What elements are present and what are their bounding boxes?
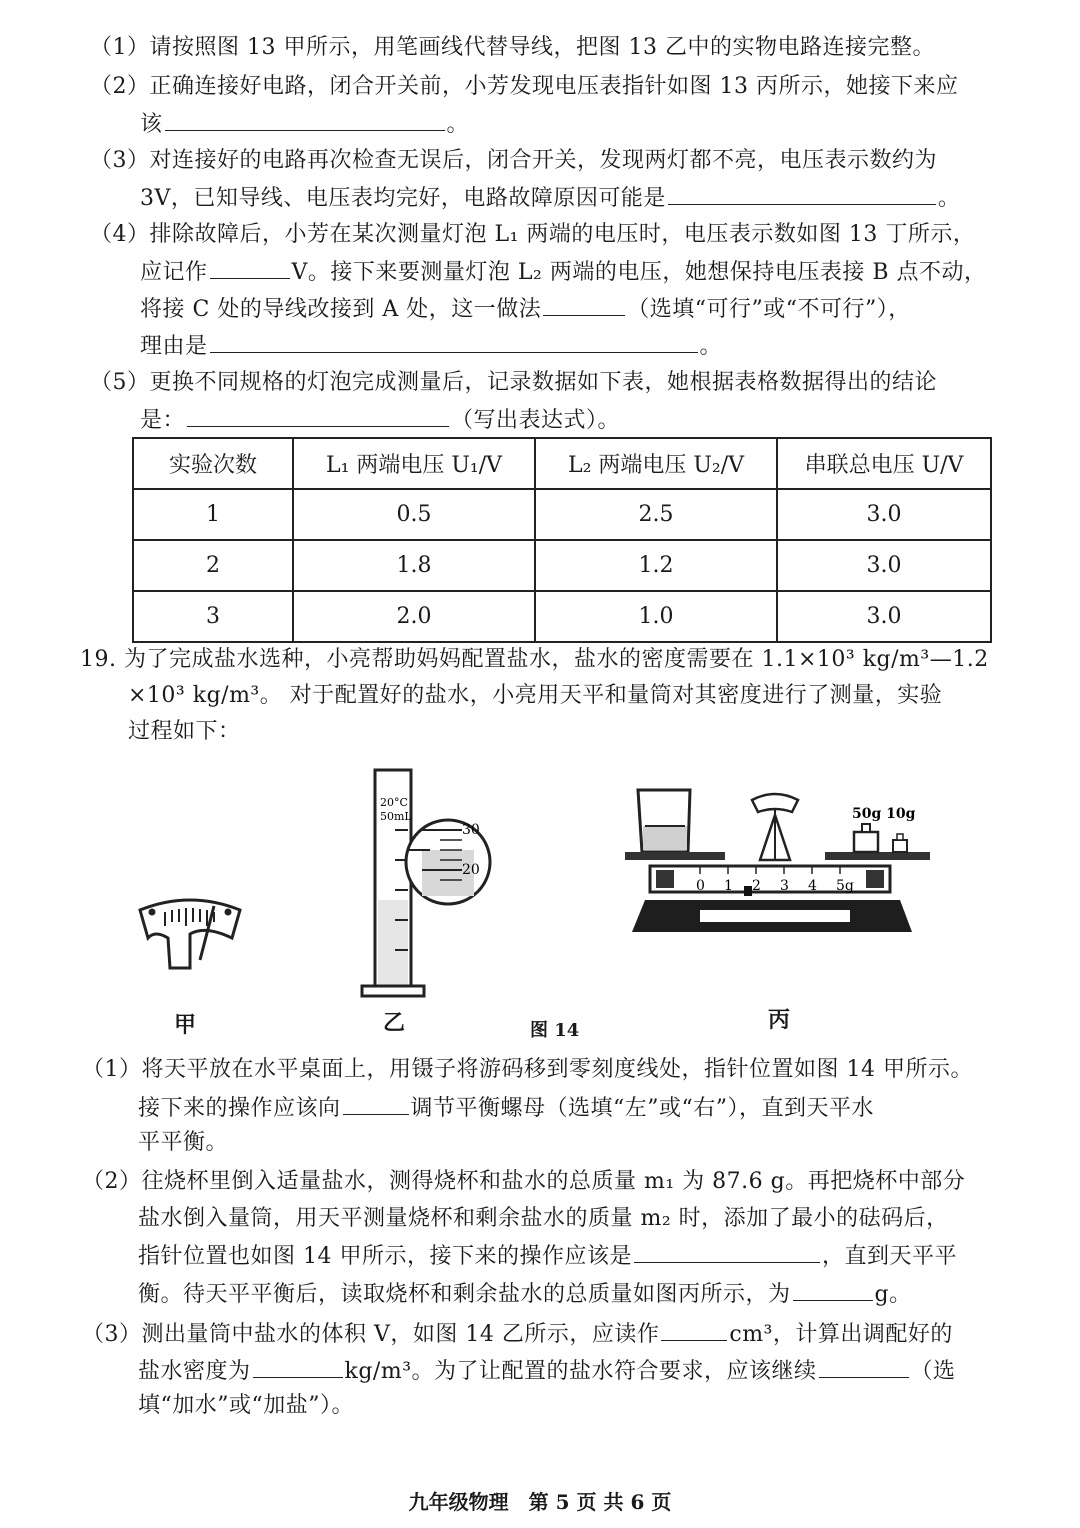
answer-blank[interactable] (543, 293, 625, 316)
figure-14 (0, 760, 1080, 1040)
answer-blank[interactable] (253, 1355, 343, 1378)
cylinder-temp-label: 20°C (380, 796, 408, 809)
q18-part4-line3 (140, 293, 911, 325)
q19-part1-line1: （1）将天平放在水平桌面上，用镊子将游码移到零刻度线处，指针位置如图 14 甲所示。 (82, 1057, 973, 1082)
q18-part2-line1: （2）正确连接好电路，闭合开关前，小芳发现电压表指针如图 13 丙所示，她接下来应 (90, 74, 959, 99)
q19-part2-suffix: ，直到天平平 (821, 1244, 957, 1269)
table-cell: 2 (133, 540, 293, 591)
table-row (133, 489, 991, 540)
q19-part2-line2: 盐水倒入量筒，用天平测量烧杯和剩余盐水的质量 m₂ 时，添加了最小的砝码后， (138, 1206, 949, 1231)
table-header: 实验次数 (133, 438, 293, 489)
q19-part2-line4-prefix: 衡。待天平平衡后，读取烧杯和剩余盐水的总质量如图丙所示，为 (138, 1282, 791, 1307)
scale-tick-label: 3 (780, 878, 789, 894)
answer-blank[interactable] (634, 1240, 820, 1263)
q19-intro-line1: 19. 为了完成盐水选种，小亮帮助妈妈配置盐水，盐水的密度需要在 1.1×10³ kg/m³—1.2 (80, 647, 989, 672)
q19-part1-prefix: 接下来的操作应该向 (138, 1096, 341, 1121)
figure-label-yi: 乙 (383, 1010, 406, 1036)
answer-blank[interactable] (165, 108, 445, 131)
q19-intro-line3: 过程如下： (128, 719, 241, 744)
scale-tick-label: 0 (696, 878, 705, 894)
table-row (133, 591, 991, 642)
table-cell: 1.2 (535, 540, 777, 591)
q18-part2-line2 (140, 108, 469, 140)
answer-blank[interactable] (819, 1355, 909, 1378)
table-cell: 2.5 (535, 489, 777, 540)
scale-tick-label: 1 (724, 878, 733, 894)
table-header-row (133, 438, 991, 489)
table-cell: 3.0 (777, 591, 991, 642)
q19-part3-line2-mid: kg/m³。为了让配置的盐水符合要求，应该继续 (344, 1359, 817, 1384)
q19-part2-line4 (138, 1278, 912, 1310)
q18-part3-line1: （3）对连接好的电路再次检查无误后，闭合开关，发现两灯都不亮，电压表示数约为 (90, 148, 937, 173)
q19-part2-line4-suffix: g。 (874, 1282, 912, 1307)
q18-part4-line1: （4）排除故障后，小芳在某次测量灯泡 L₁ 两端的电压时，电压表示数如图 13 丁所示， (90, 222, 976, 247)
q18-part5-line1: （5）更换不同规格的灯泡完成测量后，记录数据如下表，她根据表格数据得出的结论 (90, 370, 937, 395)
answer-blank[interactable] (793, 1278, 873, 1301)
q19-part1-suffix: 调节平衡螺母（选填“左”或“右”），直到天平水 (410, 1096, 875, 1121)
q19-part2-line1: （2）往烧杯里倒入适量盐水，测得烧杯和盐水的总质量 m₁ 为 87.6 g。再把烧杯中部分 (82, 1169, 966, 1194)
cylinder-mark-20: 20 (462, 862, 480, 878)
q18-part4-suffix: V。接下来要测量灯泡 L₂ 两端的电压，她想保持电压表接 B 点不动， (291, 260, 987, 285)
answer-blank[interactable] (210, 256, 290, 279)
q19-part1-line3: 平平衡。 (138, 1130, 229, 1155)
table-cell: 1.8 (293, 540, 535, 591)
figure-label-bing: 丙 (768, 1007, 791, 1033)
table-header: L₂ 两端电压 U₂/V (535, 438, 777, 489)
q18-part2-suffix: 。 (446, 112, 470, 137)
q18-part4-line2 (140, 256, 986, 288)
q18-part4-line3-suffix: （选填“可行”或“不可行”）， (627, 297, 911, 322)
table-header: L₁ 两端电压 U₁/V (293, 438, 535, 489)
table-header: 串联总电压 U/V (777, 438, 991, 489)
table-cell: 0.5 (293, 489, 535, 540)
voltage-data-table (132, 437, 992, 643)
q18-part5-line2 (140, 404, 620, 436)
q19-part3-prefix: （3）测出量筒中盐水的体积 V，如图 14 乙所示，应读作 (82, 1322, 660, 1347)
q19-part3-suffix: cm³，计算出调配好的 (729, 1322, 953, 1347)
figure-caption: 图 14 (530, 1020, 580, 1041)
table-row (133, 540, 991, 591)
q19-intro-line2: ×10³ kg/m³。 对于配置好的盐水，小亮用天平和量筒对其密度进行了测量，实验 (128, 683, 943, 708)
scale-tick-label: 2 (752, 878, 761, 894)
q18-part3-line2 (140, 182, 960, 214)
scale-tick-label: 5g (836, 878, 854, 894)
q18-part3-prefix: 3V，已知导线、电压表均完好，电路故障原因可能是 (140, 186, 666, 211)
q19-part3-line2-suffix: （选 (910, 1359, 956, 1384)
q19-part1-line2 (138, 1092, 874, 1124)
page-footer: 九年级物理 第 5 页 共 6 页 (408, 1490, 672, 1514)
table-cell: 1.0 (535, 591, 777, 642)
q19-part3-line3: 填“加水”或“加盐”）。 (138, 1393, 354, 1418)
q19-part3-line2 (138, 1355, 956, 1387)
answer-blank[interactable] (661, 1318, 727, 1341)
q18-part4-line3-prefix: 将接 C 处的导线改接到 A 处，这一做法 (140, 297, 542, 322)
q19-part3-line1 (82, 1318, 953, 1350)
table-cell: 3.0 (777, 540, 991, 591)
answer-blank[interactable] (210, 330, 698, 353)
q18-part5-prefix: 是： (140, 408, 186, 433)
q18-part4-prefix: 应记作 (140, 260, 208, 285)
cylinder-capacity-label: 50mL (380, 810, 412, 823)
answer-blank[interactable] (343, 1092, 409, 1115)
q18-part4-line4-suffix: 。 (699, 334, 723, 359)
q18-part4-line4 (140, 330, 722, 362)
table-cell: 2.0 (293, 591, 535, 642)
balance-pointer-icon (140, 900, 240, 968)
q18-part2-prefix: 该 (140, 112, 163, 137)
table-cell: 1 (133, 489, 293, 540)
scale-tick-label: 4 (808, 878, 817, 894)
q18-part4-line4-prefix: 理由是 (140, 334, 208, 359)
answer-blank[interactable] (668, 182, 936, 205)
q19-part2-prefix: 指针位置也如图 14 甲所示，接下来的操作应该是 (138, 1244, 632, 1269)
table-cell: 3 (133, 591, 293, 642)
answer-blank[interactable] (187, 404, 449, 427)
q18-part1: （1）请按照图 13 甲所示，用笔画线代替导线，把图 13 乙中的实物电路连接完整。 (90, 35, 935, 60)
figure-label-jia: 甲 (174, 1012, 197, 1038)
q19-part2-line3 (138, 1240, 957, 1272)
table-cell: 3.0 (777, 489, 991, 540)
q18-part5-suffix: （写出表达式）。 (451, 408, 621, 433)
weights-label: 50g 10g (852, 806, 916, 822)
q18-part3-suffix: 。 (937, 186, 961, 211)
cylinder-mark-30: 30 (462, 822, 480, 838)
q19-part3-line2-prefix: 盐水密度为 (138, 1359, 251, 1384)
